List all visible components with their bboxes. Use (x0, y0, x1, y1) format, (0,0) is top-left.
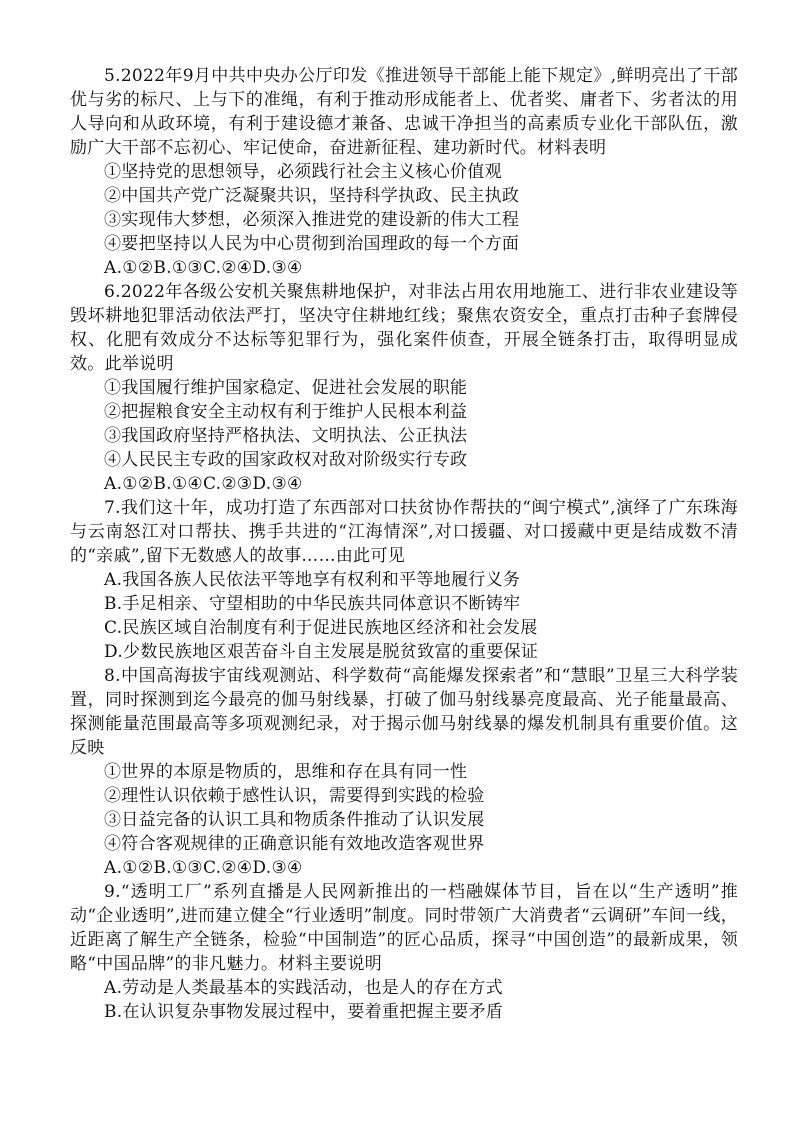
question-8 (70, 664, 738, 880)
question-stem: 8.中国高海拔宇宙线观测站、科学数荷“高能爆发探索者”和“慧眼”卫星三大科学装置，同时探测到迄今最亮的伽马射线暴，打破了伽马射线暴亮度最高、光子能量最高、探测能量范围最高等多项观测纪录，对于揭示伽马射线暴的爆发机制具有重要价值。这反映 (70, 666, 738, 758)
option: ②中国共产党广泛凝聚共识，坚持科学执政、民主执政 (104, 186, 520, 206)
option: A.我国各族人民依法平等地享有权利和平等地履行义务 (104, 570, 521, 590)
option: ①世界的本原是物质的，思维和存在具有同一性 (104, 762, 468, 782)
answer-choices: A.①②B.①④C.②③D.③④ (104, 474, 303, 494)
question-stem: 6.2022年各级公安机关聚焦耕地保护，对非法占用农用地施工、进行非农业建设等毁坏耕地犯罪活动依法严打，坚决守住耕地红线；聚焦农资安全，重点打击种子套牌侵权、化肥有效成分不达标等犯罪行为，强化案件侦查，开展全链条打击，取得明显成效。此举说明 (70, 282, 738, 374)
option: B.在认识复杂事物发展过程中，要着重把握主要矛盾 (104, 1002, 504, 1022)
question-stem: 5.2022年9月中共中央办公厅印发《推进领导干部能上能下规定》,鲜明亮出了干部优与劣的标尺、上与下的准绳，有利于推动形成能者上、优者奖、庸者下、劣者汰的用人导向和从政环境，有利于建设德才兼备、忠诚干净担当的高素质专业化干部队伍，激励广大干部不忘初心、牢记使命，奋进新征程、建功新时代。材料表明 (70, 66, 738, 158)
option: ②把握粮食安全主动权有利于维护人民根本利益 (104, 402, 468, 422)
option: ③我国政府坚持严格执法、文明执法、公正执法 (104, 426, 468, 446)
option: ④符合客观规律的正确意识能有效地改造客观世界 (104, 834, 485, 854)
question-7 (70, 496, 738, 664)
option: A.劳动是人类最基本的实践活动，也是人的存在方式 (104, 978, 503, 998)
option: ①坚持党的思想领导，必须践行社会主义核心价值观 (104, 162, 502, 182)
question-9 (70, 880, 738, 1024)
option: D.少数民族地区艰苦奋斗自主发展是脱贫致富的重要保证 (104, 642, 539, 662)
option: ④人民民主专政的国家政权对敌对阶级实行专政 (104, 450, 468, 470)
option: ①我国履行维护国家稳定、促进社会发展的职能 (104, 378, 468, 398)
option: ④要把坚持以人民为中心贯彻到治国理政的每一个方面 (104, 234, 520, 254)
question-6 (70, 280, 738, 496)
question-stem: 7.我们这十年，成功打造了东西部对口扶贫协作帮扶的“闽宁模式”,演绎了广东珠海与云南怒江对口帮扶、携手共进的“江海情深”,对口援疆、对口援藏中更是结成数不清的“亲戚”,留下无数感人的故事……由此可见 (70, 498, 738, 566)
option: ②理性认识依赖于感性认识，需要得到实践的检验 (104, 786, 485, 806)
option: C.民族区域自治制度有利于促进民族地区经济和社会发展 (104, 618, 538, 638)
option: ③日益完备的认识工具和物质条件推动了认识发展 (104, 810, 485, 830)
answer-choices: A.①②B.①③C.②④D.③④ (104, 258, 303, 278)
option: ③实现伟大梦想，必须深入推进党的建设新的伟大工程 (104, 210, 520, 230)
question-list (70, 64, 738, 1024)
option: B.手足相亲、守望相助的中华民族共同体意识不断铸牢 (104, 594, 521, 614)
question-stem: 9.“透明工厂”系列直播是人民网新推出的一档融媒体节目，旨在以“生产透明”推动“企业透明”,进而建立健全“行业透明”制度。同时带领广大消费者“云调研”车间一线，近距离了解生产全链条，检验“中国制造”的匠心品质，探寻“中国创造”的最新成果，领略“中国品牌”的非凡魅力。材料主要说明 (70, 882, 738, 974)
answer-choices: A.①②B.①③C.②④D.③④ (104, 858, 303, 878)
question-5 (70, 64, 738, 280)
